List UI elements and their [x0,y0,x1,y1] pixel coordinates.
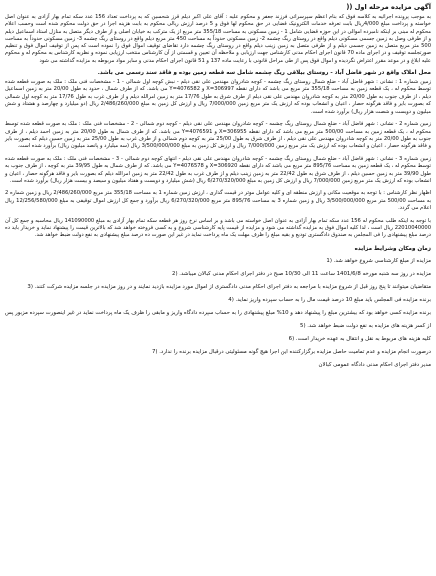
plot-1-description: زمین شماره 1 : نشانی : شهر فاضل آباد - ضلع شمال روستای ریگ چشمه - کوچه شادروان مهندس علی نقی دیلم - نبش کوچه اول شمالی - 1 - مشخصات فنی ملک : ملک به صورت قطعه شده توسط محکوم له ، یک قطعه زمین به مساحت 355/18 متر مربع می باشد که دارای نقطه 306997=X و 4076582=Y می باشد. که از طرف شمال ، حدود به طول 20/00 متر به زمین اسماعیل دیلم ، از طرف جنوب به طول 20/00 متر به کوچه شادروان مهندس علی نقی دیلم از طرف شرق به طول 17/76 متر به زمین امرالله دیلم و از طرف غرب به طول 17/76 متر به کوچه اول شمالی که بصورت بایر و فاقد هرگونه حصار ، اعیان و انشعاب بوده که ارزش یک متر مربع زمین 7/000/000 ریال و ارزش کل زمین به مبلغ 2/486/260/000 ریال (دو میلیارد و چهارصد و هشتاد و شش میلیون و دویست و شصت هزار ریال) برآورد شده است. [5,79,432,115]
expert-opinion: اظهار نظر کارشناس : با توجه به موقعیت مکانی و ارزش منطقه ای و کلیه عوامل موثر در قیمت گذاری ، ارزش زمین شماره 1 به مساحت 355/18 متر مربع 2/486/260/000 ریال و زمین شماره 2 به مساحت 500/00 متر مربع 3/500/000/000 ریال و زمین شماره 3 به مساحت 895/76 متر مربع 6/270/320/000 ریال برآورد و جمع کل ارزش اموال توقیفی به مبلغ 12/256/580/000 ریال اعلام می گردد. [5,190,432,212]
condition-5: برنده مزایده کسی خواهد بود که بیشترین مبلغ را پیشنهاد دهد و 10% مبلغ پیشنهادی را به حساب سپرده دادگاه واریز و مابقی را ظرف یک ماه پرداخت نماید در غیر اینصورت سپرده مزبور پس از کسر هزینه های مزایده به نفع دولت ضبط خواهد شد. (5 [5,309,431,329]
valuation-summary: با توجه به اینکه طلب محکوم له 156 عدد سکه تمام بهار آزادی به عنوان اصل خواسته می باشد و بر اساس نرخ روز هر قطعه سکه تمام بهار آزادی به مبلغ 141090000 ریال محاسبه و جمع کل آن 22010040000 ریال است ، لذا کلیه اموال فوق به مزایده گذاشته می شود و مزایده از قیمت پایه کارشناسی شروع و به کسی فروخته خواهد شد که بالاترین قیمت را پیشنهاد نماید و خریدار باید ده درصد مبلغ پیشنهادی را فی المجلس به صندوق دادگستری تودیع و بقیه مبلغ را ظرف مهلت یک ماه پرداخت نماید در غیر این صورت ده درصد مبلغ پیشنهادی به نفع دولت ضبط خواهد شد. [5,217,431,239]
notice-intro: به موجب پرونده اجرائیه به کلاسه فوق که بنام اعظم سپرسراتی فرزند جعفر و محکوم علیه : آقای علی اکبر دیلم قرز شحسین که به پرداخت تعداد 156 عدد سکه تمام بهار آزادی به عنوان اصل خواسته و پرداخت مبلغ 4/000ریال بابت تعرفه خدمات الکترونیک قضایی در حق محکوم لها فوق و 5 درصد ارزش ریالی محکوم به بابت هزینه اجرا در حق دولت محکوم شده است وحسب اعلام محکوم له مبنی بر اینکه نامبرده اموالی در این حوزه قضایی شامل 1 - زمین مسکونی به مساحت 355/18 متر مربع از یک مترکب به خیابان اصلی و از طرف دیگر متصل به منازل استاد اسماعیل دیلم و از طرفی وصل به زمین جسمی مسکونی دیلم واقع در روستای ریگ چشمه 2- زمین مسکونی حدوداً به مساحت 450 متر مربع دیلم واقع در روستای ریگ چشمه 3- زمین مسکونی حدوداً به مساحت 500 متر مربع متصل به زمین جسمی دیلم و از طرفی متصل به زمین زینب دیلم واقع در روستای ریگ چشمه دارد تقاضای توقیف اموال فوق را نموده است که پس از توقیف اموال فوق و تنظیم صورتجلسه توقیف و در اجرای ماده 70 قانون اجرای احکام مدنی کارشناس جهت ارزیابی و ملاحظه آن تعیین و قسمتی از آن کارشناس منتخب ارزیابی نموده و نظریه کارشناس به محکوم له و محکوم علیه ابلاغ و در موعد مقرر اعتراض نگردیده و اموال فوق پس از طی مراحل قانونی با رعایت ماده 137 و 51 قانون اجرای احکام مدنی و سایر مواد مربوطه به مزایده گذاشته می شود [5,14,432,64]
condition-6: کلیه هزینه های مربوط به نقل و انتقال به عهده خریدار است. (6 [288,335,431,342]
conditions-heading: زمان ومکان وشرایط مزایده [354,245,431,252]
plot-3-description: زمین شماره 3 - نشانی : شهر فاضل آباد - ضلع شمال روستای ریگ چشمه - کوچه شادروان مهندس علی نقی دیلم - انتهای کوچه دوم شمالی - 3 - مشخصات فنی ملک : ملک به صورت قطعه شده توسط محکوم له ، یک قطعه زمین به مساحت 895/76 متر مربع می باشد که دارای نقطه 306920=X و 4076578=Y می باشد. که از طرف شمال به طول 39/95 متر به کوچه ، از طرف جنوب به طول 39/90 متر به زمین حسین دیلم ، از طرف شرق به طول 22/42 متر به زمین زینب دیلم و از طرف غرب به طول 22/42 متر به زمین امرالله دیلم که بصورت بایر و فاقد هرگونه حصار ، اعیان و انشعاب بوده که ارزش یک متر مربع زمین 7/000/000 ریال و ارزش کل زمین به مبلغ 6/270/320/000 ریال (شش میلیارد و دویست و هفتاد میلیون و سیصد و بیست هزار ریال) برآورد شده است. [5,155,432,184]
plot-2-description: زمین شماره 2 - نشانی : شهر فاضل آباد - ضلع شمال روستای ریگ چشمه - کوچه شادروان مهندس علی نقی دیلم - کوچه دوم شمالی - 2 - مشخصات فنی ملک : ملک به صورت قطعه شده توسط محکوم له ، یک قطعه زمین به مساحت 500/00 متر مربع می باشد که دارای نقطه 306955=X و 4076591=Y می باشد. که از طرف شمال به طول 20/00 متر به زمین احمد دیلم ، از طرف جنوب به طول 20/00 متر به کوچه شادروان مهندس علی نقی دیلم ، از طرف شرق به طول 25/00 متر به کوچه دوم شمالی و از طرف غرب به طول 25/00 متر به زمین حسین دیلم که بصورت بایر و فاقد هرگونه حصار ، اعیان و انشعاب بوده که ارزش یک متر مربع زمین 7/000/000 ریال و ارزش کل زمین به مبلغ 3/500/000/000 ریال (سه میلیارد و پانصد میلیون ریال) برآورد شده است. [5,121,431,150]
condition-2: مزایده در روز سه شنبه مورخه 1401/6/8 ساعت 11 الی 10/30 صبح در دفتر اجرای احکام مدنی کبالان میباشد. (2 [172,270,431,277]
condition-4: برنده مزایده فی المجلس باید مبلغ 10 درصد قیمت مال را به حساب سپرده واریز نماید. (4 [228,296,431,303]
condition-1: مزایده از مبلغ کارشناسی شروع خواهد شد. (1 [326,257,431,264]
signature-line: مدیر دفتر اجرای احکام مدنی دادگاه عمومی کبالان [318,361,431,368]
location-heading: محل املاک واقع در شهر فاضل آباد - روستای بیلاقی ریگ چشمه شامل سه قطعه زمین بوده و فاقد سند رسمی می باشد. [97,70,431,77]
notice-title: آگهی مزایده مرحله اول (( [346,3,431,11]
condition-3: متقاضیان میتوانند تا پنج روز قبل از شروع مزایده با مراجعه به دفتر اجرای احکام مدنی دادگستری از اموال مورد مزایده بازدید نمایند و در روز مزایده در جلسه مزایده شرکت کنند. (3 [27,283,431,290]
condition-7: درصورت انجام مزایده و عدم تمامیت حاصل مزایده برگزارکننده این اجرا هیچ گونه مسئولیتی درقبال مزایده برنده را ندارد. (7 [151,348,431,355]
